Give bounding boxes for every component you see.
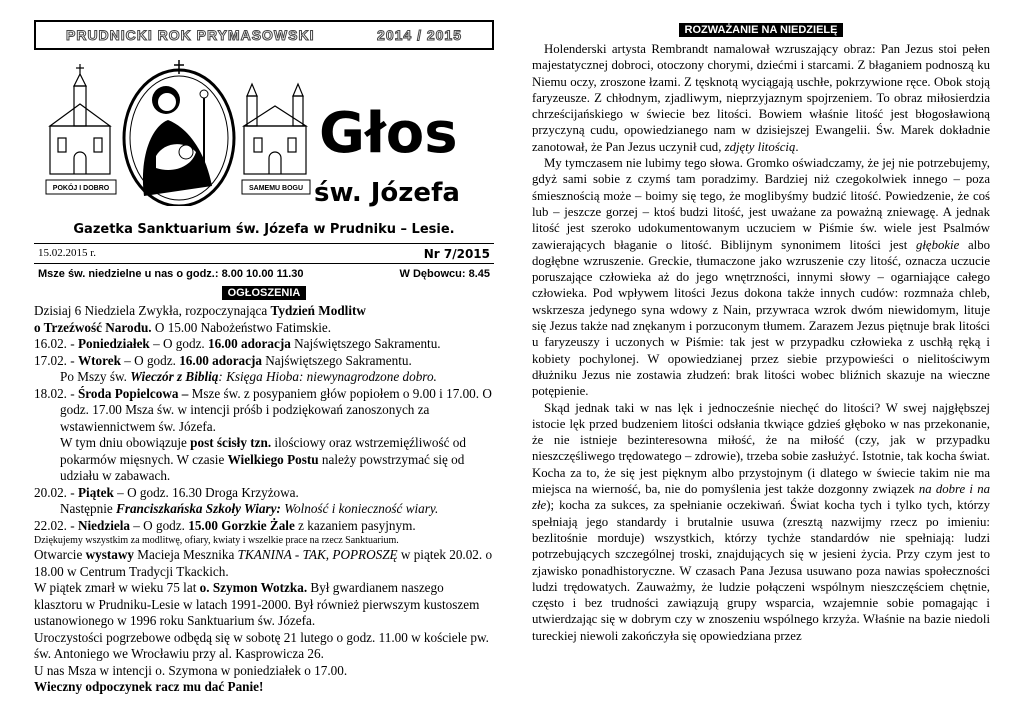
newsletter-subtitle: Gazetka Sanktuarium św. Józefa w Prudniku – Lesie. xyxy=(73,222,455,237)
reflection-paragraph-2: My tymczasem nie lubimy tego słowa. Gromko oświadczamy, że jej nie potrzebujemy, gdyż sami sobie z czymś tam poradzimy. Bardziej niż czegokolwiek innego – poza śmiesznością może – boimy się tego, że moglibyśmy budzić litość. Powiedzenie, że coś lub – jeszcze gorzej – ktoś budzi litość, jest uważane za poważną zniewagę. A jednak litość jest szeroko udokumentowanym uczuciem w Piśmie św. wiele jest Psalmów zawierających błaganie o litość. Biblijnym synonimem litości jest głębokie albo dogłębne wzruszenie. Greckie, tłumaczone jako wzruszenie czy litość, oznacza uczucie poruszające człowieka aż do jego wnętrzności, innymi słowy – ogarniające całego człowieka. Pod wpływem litości Jezus dokona także innych cudów: rozmnaża chleb, wskrzesza jedynego syna wdowy z Nain, przywraca wzrok dwóm niewidomym, lituje się Jezus także nad znękanym i porzuconym tłumem. Zarazem Jezus piętnuje brak litości u faryzeuszy i uczonych w Piśmie: tak jest w przypadku człowieka z uschłą ręką i kobiety pochylonej. W opowiedzianej przez siebie przypowieści o nielitościwym dłużniku Jezus nie zostawia złudzeń: brak litości wobec bliźnich skazuje na wieczne potępienie. xyxy=(532,156,991,399)
notices-body xyxy=(34,303,494,696)
newsletter-title-saint: św. Józefa xyxy=(314,178,460,208)
notice-monday: 16.02. - Poniedziałek – O godz. 16.00 adoracja Najświętszego Sakramentu. xyxy=(34,336,441,351)
notice-friday: 20.02. - Piątek – O godz. 16.30 Droga Krzyżowa. xyxy=(34,484,299,500)
debowiec-masses: W Dębowcu: 8.45 xyxy=(399,268,490,280)
notices-heading-label: OGŁOSZENIA xyxy=(222,286,307,300)
reflection-paragraph-1: Holenderski artysta Rembrandt namalował wzruszający obraz: Pan Jezus stoi pełen majestatycznej dobroci, otoczony chorymi, dziećmi i starcami. Z błaganiem podnoszą ku Niemu oczy, zroszone łzami. Z tęsknotą wyciągają uschłe, pokrzywione ręce. Obok stoją faryzeusze. Z chłodnym, zjadliwym, nieprzyjaznym spojrzeniem. To obraz miłosierdzia chrześcijańskiego w świecie bez litości. Bowiem właśnie litość jest błogosławioną przyczyną cudu, opowiedzianego nam w dzisiejszej Ewangelii. Św. Marek dokładnie zanotował, że Pan Jezus uczynił cud, zdjęty litością. xyxy=(532,42,990,154)
sanctuary-emblem-icon xyxy=(44,56,314,206)
banner-left-text: PRUDNICKI ROK PRYMASOWSKI xyxy=(66,27,315,43)
notice-ash-wednesday: 18.02. - Środa Popielcowa – Msze św. z posypaniem głów popiołem o 9.00 i 17.00. O godz. 17.00 Msza św. w intencji próśb i podziękowań zanoszonych za wstawiennictwem św. Józefa. xyxy=(34,385,492,434)
reflection-heading-label: ROZWAŻANIE NA NIEDZIELĘ xyxy=(679,23,844,37)
issue-number: Nr 7/2015 xyxy=(423,247,490,261)
reflection-body xyxy=(532,41,990,644)
right-motto: SAMEMU BOGU xyxy=(248,185,304,192)
sunday-masses: Msze św. niedzielne u nas o godz.: 8.00 10.00 11.30 xyxy=(38,268,304,280)
masthead xyxy=(34,56,494,206)
notice-sunday-intro: Dzisiaj 6 Niedziela Zwykła, rozpoczynająca Tydzień Modlitw o Trzeźwość Narodu. O 15.00 Nabożeństwo Fatimskie. xyxy=(34,303,366,335)
notice-memorial-mass: U nas Msza w intencji o. Szymona w poniedziałek o 17.00. xyxy=(34,662,348,678)
right-column xyxy=(532,20,990,644)
notice-sunday-next: 22.02. - Niedziela – O godz. 15.00 Gorzkie Żale z kazaniem pasyjnym. xyxy=(34,517,416,533)
left-column xyxy=(34,20,494,696)
reflection-heading xyxy=(532,20,990,38)
newsletter-title: Głos xyxy=(319,101,458,166)
notice-thanks: Dziękujemy wszystkim za modlitwę, ofiary, kwiaty i wszelkie prace na rzecz Sanktuarium. xyxy=(34,535,399,546)
mass-times xyxy=(34,268,494,280)
year-banner xyxy=(34,20,494,50)
left-motto: POKÓJ I DOBRO xyxy=(52,185,110,192)
notice-tuesday: 17.02. - Wtorek – O godz. 16.00 adoracja Najświętszego Sakramentu. xyxy=(34,352,412,368)
notice-exhibition: Otwarcie wystawy Macieja Mesznika TKANINA - TAK, POPROSZĘ w piątek 20.02. o 18.00 w Centrum Tradycji Tkackich. xyxy=(34,547,493,579)
notice-funeral: Uroczystości pogrzebowe odbędą się w sobotę 21 lutego o godz. 11.00 w kościele pw. św. Antoniego we Wrocławiu przy al. Kasprowicza 26. xyxy=(34,629,489,661)
notice-friday-school: Następnie Franciszkańska Szkoły Wiary: Wolność i konieczność wiary. xyxy=(60,501,439,516)
issue-date: 15.02.2015 r. xyxy=(38,247,97,259)
issue-line xyxy=(34,243,494,264)
notices-heading xyxy=(34,283,494,301)
notice-eternal-rest: Wieczny odpoczynek racz mu dać Panie! xyxy=(34,679,264,694)
banner-right-text: 2014 / 2015 xyxy=(377,27,462,43)
notice-death: W piątek zmarł w wieku 75 lat o. Szymon Wotzka. Był gwardianem naszego klasztoru w Prudniku-Lesie w latach 1991-2000. Był również pierwszym kustoszem ustanowionego w 1996 roku Sanktuarium św. Józefa. xyxy=(34,580,480,628)
notice-tuesday-bible: Po Mszy św. Wieczór z Biblią: Księga Hioba: niewynagrodzone dobro. xyxy=(60,369,437,384)
reflection-paragraph-3: Skąd jednak taki w nas lęk i jednocześnie niechęć do litości? W swej najgłębszej istocie lęk przed budzeniem litości odsłania tkwiące gdzieś głęboko w nas przekonanie, że nie istnieje bezinteresowna miłość, że na miłość (czy, jak w przypadku nieszczęśliwego trędowatego – zdrowie), trzeba sobie zasłużyć. Istotnie, tak kocha świat. Kocha za to, że się jest pięknym albo przystojnym (i dlatego w świecie takim nie ma miejsca na wierność, ba, nie do pomyślenia jest także dozgonny związek na dobre i na złe); kocha za sukces, za spełnianie oczekiwań. Świat kocha tych i tylko tych, którzy spełniają jego standardy i brutalnie usuwa (zresztą nazwijmy rzecz po imieniu: bezlitośnie morduje) wszystkich, którzy tychże standardów nie spełniają: ludzi potrzebujących szczególnej troski, znajdujących się w jesieni życia. Przy czym jest to zjawisko ponadhistoryczne. W czasach Pana Jezusa usuwano poza nawias społeczności ludzi trędowatych. Zauważmy, że ludzie połączeni wspólnym nieszczęściem chętnie, często i bez trudności zawiązują grupy wsparcia, wzajemnie sobie pomagając i utwierdzając się w dobrym czy w znoszeniu wspólnego krzyża. Właśnie na bazie niedoli tureckiej niewoli zakończyła się opowiedziana przez xyxy=(532,400,990,643)
notice-fasting: W tym dniu obowiązuje post ścisły tzn. ilościowy oraz wstrzemięźliwość od pokarmów mięsnych. W czasie Wielkiego Postu należy powstrzymać się od udziału w zabawach. xyxy=(60,435,466,483)
